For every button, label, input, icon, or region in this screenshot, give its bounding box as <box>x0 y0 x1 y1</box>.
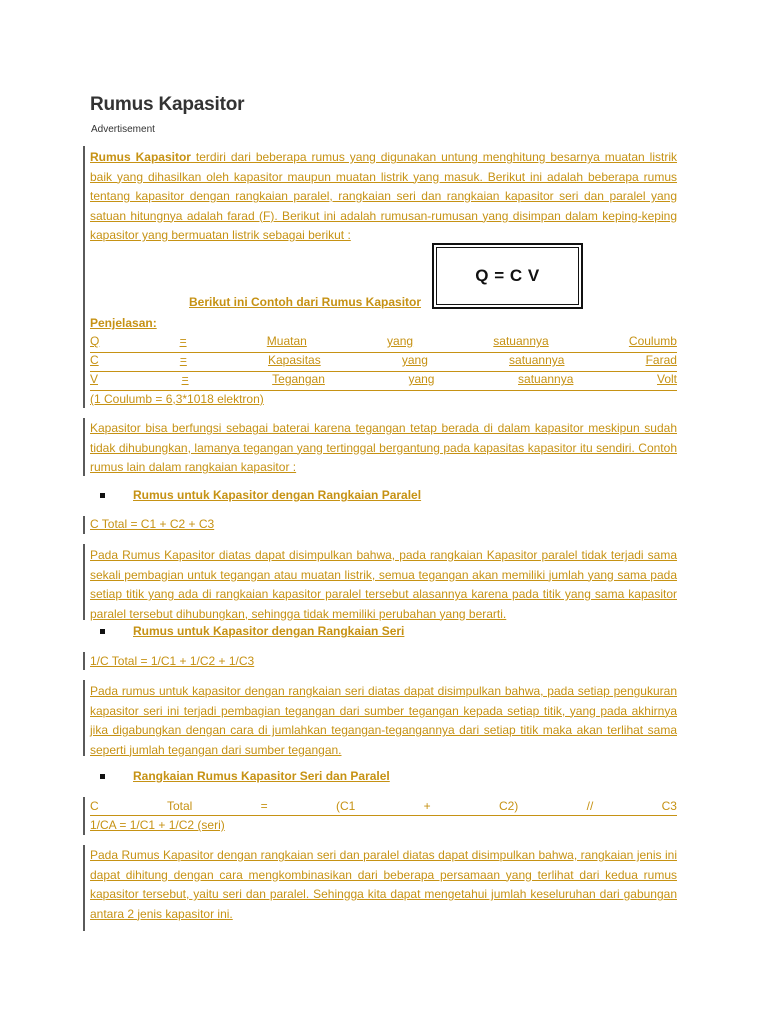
formula-paralel[interactable]: C Total = C1 + C2 + C3 <box>90 517 215 531</box>
intro-paragraph[interactable] <box>90 148 677 246</box>
left-border <box>83 146 85 408</box>
bullet-icon <box>100 493 105 498</box>
desc-seri[interactable]: Pada rumus untuk kapasitor dengan rangkaian seri diatas dapat disimpulkan bahwa, pada setiap pengukuran kapasitor seri ini terjadi pembagian tegangan dari sumber tegangan kepada setiap titik, yang pada akhirnya jika digabungkan dengan cara di jumlahkan tegangan-tegangannya dari setiap titik maka akan terlihat sama seperti jumlah tegangan dari sumber tegangan. <box>90 684 677 757</box>
heading-paralel: Rumus untuk Kapasitor dengan Rangkaian Paralel <box>133 488 422 502</box>
def-equals: = <box>179 353 187 367</box>
formula-part: = <box>260 799 268 813</box>
def-unit: Coulumb <box>628 334 677 348</box>
def-word: yang <box>401 353 428 367</box>
battery-paragraph[interactable]: Kapasitor bisa berfungsi sebagai baterai karena tegangan tetap berada di dalam kapasitor meskipun sudah tidak dihubungkan, lamanya tegangan yang tertinggal bergantung pada kapasitas kapasitor itu sendiri. Contoh rumus lain dalam rangkaian kapasitor : <box>90 421 677 474</box>
formula-part: + <box>423 799 431 813</box>
formula-seri-paralel[interactable] <box>90 798 677 816</box>
def-unit: Farad <box>645 353 677 367</box>
formula-part: // <box>586 799 594 813</box>
def-equals: = <box>181 372 189 386</box>
def-word: Tegangan <box>272 372 325 386</box>
def-equals: = <box>179 334 187 348</box>
formula-box: Q = C V <box>432 243 583 309</box>
def-word: yang <box>408 372 435 386</box>
intro-text: terdiri dari beberapa rumus yang digunakan untung menghitung besarnya muatan listrik baik yang dihasilkan oleh kapasitor maupun muatan listrik yang masuk. Berikut ini adalah beberapa rumus tentang kapasitor dengan rangkaian paralel, rangkaian seri dan rangkaian kapasitor seri dan paralel yang satuan hitungnya adalah farad (F). Berikut ini adalah rumusan-rumusan yang disimpan dalam keping-keping kapasitor yang bermuatan listrik sebagai berikut : <box>90 150 677 242</box>
def-word: satuannya <box>518 372 574 386</box>
def-word: Muatan <box>266 334 307 348</box>
left-border <box>83 544 85 620</box>
bullet-seri[interactable] <box>100 622 404 640</box>
formula-part: (C1 <box>335 799 356 813</box>
def-unit: Volt <box>656 372 677 386</box>
advertisement-label: Advertisement <box>91 124 155 135</box>
definition-row-c[interactable] <box>90 352 677 372</box>
bullet-seri-paralel[interactable] <box>100 767 390 785</box>
def-symbol: V <box>90 372 99 386</box>
left-border <box>83 797 85 835</box>
formula-part: C <box>90 799 99 813</box>
example-heading[interactable]: Berikut ini Contoh dari Rumus Kapasitor <box>189 295 422 309</box>
def-word: yang <box>387 334 414 348</box>
intro-bold-lead: Rumus Kapasitor <box>90 150 191 164</box>
desc-seri-paralel[interactable]: Pada Rumus Kapasitor dengan rangkaian seri dan paralel diatas dapat disimpulkan bahwa, rangkaian jenis ini dapat dihitung dengan cara mengkombinasikan dari beberapa persamaan yang terlihat dari kedua rumus kapasitor tersebut, yaitu seri dan paralel. Sehingga kita dapat mengetahui jumlah keseluruhan dari gabungan antara 2 jenis kapasitor ini. <box>90 848 677 921</box>
left-border <box>83 845 85 931</box>
def-symbol: C <box>90 353 99 367</box>
definition-row-q[interactable] <box>90 333 677 353</box>
formula-seri[interactable]: 1/C Total = 1/C1 + 1/C2 + 1/C3 <box>90 654 255 668</box>
bullet-icon <box>100 629 105 634</box>
bullet-paralel[interactable] <box>100 486 421 504</box>
def-word: Kapasitas <box>268 353 321 367</box>
heading-seri-paralel: Rangkaian Rumus Kapasitor Seri dan Paralel <box>133 769 390 783</box>
def-word: satuannya <box>493 334 549 348</box>
left-border <box>83 418 85 476</box>
bullet-icon <box>100 774 105 779</box>
formula-part: C3 <box>661 799 677 813</box>
formula-part: C2) <box>498 799 519 813</box>
left-border <box>83 680 85 756</box>
formula-part: Total <box>166 799 193 813</box>
page-title: Rumus Kapasitor <box>90 94 245 115</box>
heading-seri: Rumus untuk Kapasitor dengan Rangkaian Seri <box>133 624 405 638</box>
def-word: satuannya <box>509 353 565 367</box>
formula-seri-2[interactable]: 1/CA = 1/C1 + 1/C2 (seri) <box>90 818 225 832</box>
left-border <box>83 652 85 670</box>
coulomb-note[interactable]: (1 Coulumb = 6,3*1018 elektron) <box>90 392 264 406</box>
def-symbol: Q <box>90 334 100 348</box>
left-border <box>83 516 85 534</box>
definition-row-v[interactable] <box>90 371 677 391</box>
desc-paralel[interactable]: Pada Rumus Kapasitor diatas dapat disimpulkan bahwa, pada rangkaian Kapasitor paralel tidak terjadi sama sekali pembagian untuk tegangan atau muatan listrik, semua tegangan akan memiliki jumlah yang sama pada setiap titik yang ada di rangkaian kapasitor paralel tersebut alasannya karena pada titik yang sama kapasitor paralel tersebut dihubungkan, sehingga tidak memiliki perubahan yang berarti. <box>90 548 677 621</box>
penjelasan-label[interactable]: Penjelasan: <box>90 316 157 330</box>
